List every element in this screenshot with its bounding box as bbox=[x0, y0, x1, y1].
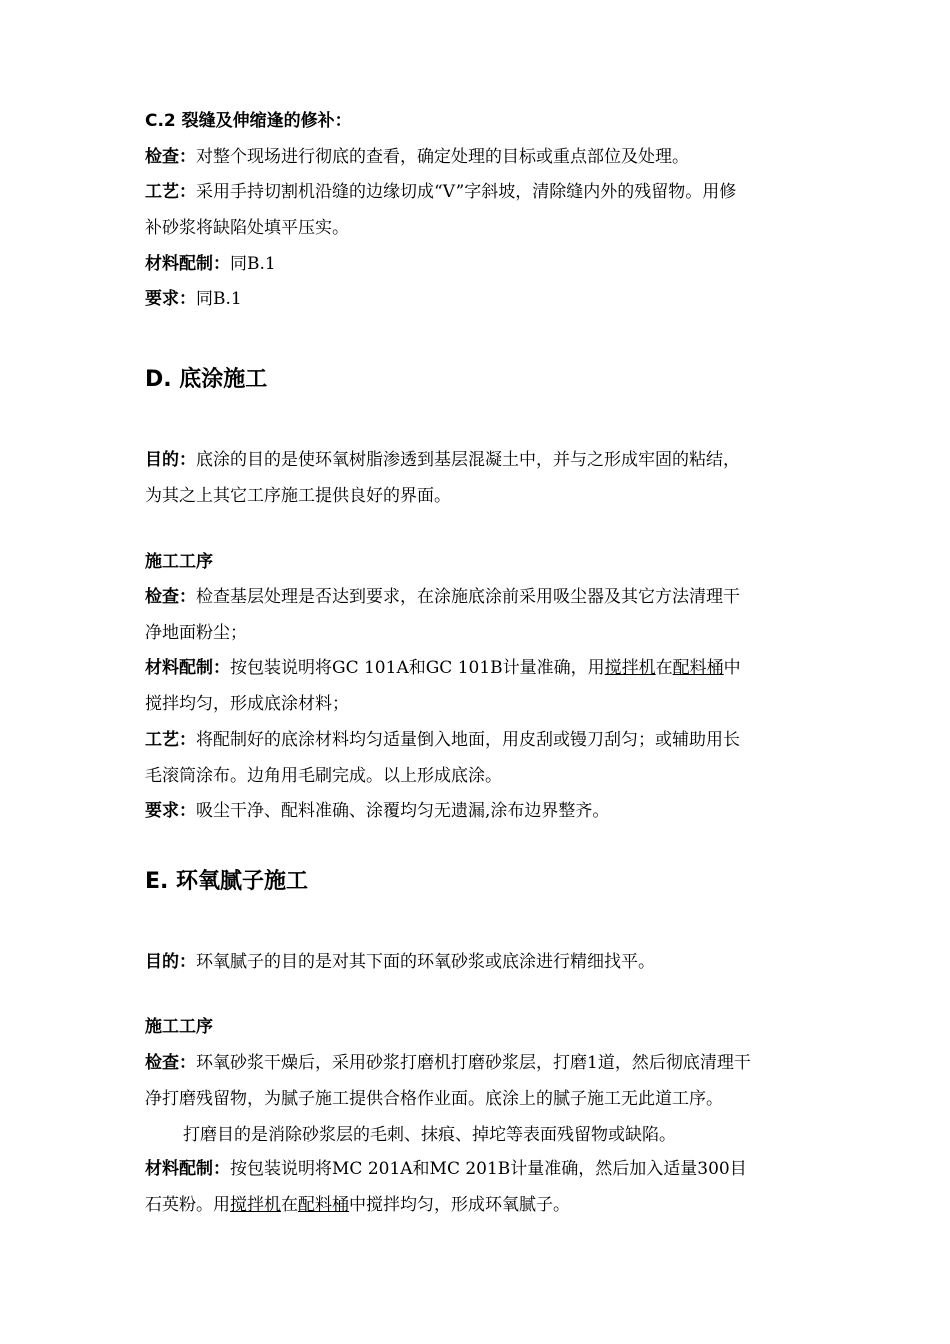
e-check-text-line2: 净打磨残留物，为腻子施工提供合格作业面。底涂上的腻子施工无此道工序。 bbox=[145, 1089, 723, 1109]
d-requirement-paragraph bbox=[145, 800, 815, 822]
d-procedure-heading: 施工工序 bbox=[145, 552, 213, 572]
d-material-text-a: 按包装说明将GC 101A和GC 101B计量准确，用 bbox=[230, 658, 605, 678]
d-requirement-label: 要求： bbox=[145, 801, 196, 821]
section-title-d: D. 底涂施工 bbox=[145, 367, 268, 392]
e-material-text: 按包装说明将MC 201A和MC 201B计量准确，然后加入适量300目 bbox=[230, 1159, 747, 1179]
e-material-text-2a: 石英粉。用 bbox=[145, 1195, 230, 1215]
d-material-link-bucket[interactable]: 配料桶 bbox=[672, 658, 724, 678]
e-check-text: 环氧砂浆干燥后，采用砂浆打磨机打磨砂浆层，打磨1道，然后彻底清理干 bbox=[196, 1053, 751, 1073]
d-purpose-text-line2: 为其之上其它工序施工提供良好的界面。 bbox=[145, 486, 451, 506]
c2-process-label: 工艺： bbox=[145, 182, 196, 202]
e-check-paragraph bbox=[145, 1052, 815, 1074]
d-purpose-paragraph bbox=[145, 449, 815, 471]
d-check-label: 检查： bbox=[145, 587, 196, 607]
d-check-text-line2: 净地面粉尘； bbox=[145, 623, 247, 643]
d-process-paragraph bbox=[145, 729, 815, 751]
c2-requirement-paragraph bbox=[145, 288, 815, 310]
d-purpose-text: 底涂的目的是使环氧树脂渗透到基层混凝土中，并与之形成牢固的粘结， bbox=[196, 450, 740, 470]
c2-material-text: 同B.1 bbox=[230, 254, 276, 274]
c2-check-label: 检查： bbox=[145, 147, 196, 167]
c2-check-text: 对整个现场进行彻底的查看，确定处理的目标或重点部位及处理。 bbox=[196, 147, 689, 167]
c2-process-text-line2: 补砂浆将缺陷处填平压实。 bbox=[145, 218, 349, 238]
d-material-text-b: 在 bbox=[655, 658, 673, 678]
c2-check-paragraph bbox=[145, 146, 815, 168]
c2-requirement-text: 同B.1 bbox=[196, 289, 242, 309]
e-purpose-text: 环氧腻子的目的是对其下面的环氧砂浆或底涂进行精细找平。 bbox=[196, 952, 655, 972]
e-material-text-2b: 在 bbox=[281, 1195, 298, 1215]
section-title-e: E. 环氧腻子施工 bbox=[145, 869, 309, 894]
c2-material-paragraph bbox=[145, 253, 815, 275]
d-process-text: 将配制好的底涂材料均匀适量倒入地面，用皮刮或镘刀刮匀；或辅助用长 bbox=[196, 730, 740, 750]
e-material-line2 bbox=[145, 1194, 815, 1216]
d-material-text-line2: 搅拌均匀，形成底涂材料； bbox=[145, 694, 349, 714]
d-requirement-text: 吸尘干净、配料准确、涂覆均匀无遗漏,涂布边界整齐。 bbox=[196, 801, 610, 821]
e-material-text-2c: 中搅拌均匀，形成环氧腻子。 bbox=[349, 1195, 570, 1215]
d-check-text: 检查基层处理是否达到要求，在涂施底涂前采用吸尘器及其它方法清理干 bbox=[196, 587, 740, 607]
c2-process-paragraph bbox=[145, 181, 815, 203]
d-material-link-mixer[interactable]: 搅拌机 bbox=[604, 658, 656, 678]
d-check-paragraph bbox=[145, 586, 815, 608]
e-material-paragraph bbox=[145, 1158, 815, 1180]
d-process-label: 工艺： bbox=[145, 730, 196, 750]
section-heading-c2: C.2 裂缝及伸缩逢的修补： bbox=[145, 111, 352, 131]
e-procedure-heading: 施工工序 bbox=[145, 1017, 213, 1037]
d-process-text-line2: 毛滚筒涂布。边角用毛刷完成。以上形成底涂。 bbox=[145, 766, 502, 786]
e-purpose-paragraph bbox=[145, 951, 815, 973]
e-material-label: 材料配制： bbox=[145, 1159, 230, 1179]
d-material-text-c: 中 bbox=[723, 658, 741, 678]
c2-material-label: 材料配制： bbox=[145, 254, 230, 274]
c2-requirement-label: 要求： bbox=[145, 289, 196, 309]
c2-process-text: 采用手持切割机沿缝的边缘切成“V”字斜坡，清除缝内外的残留物。用修 bbox=[196, 182, 737, 202]
e-material-link-mixer[interactable]: 搅拌机 bbox=[230, 1195, 281, 1215]
d-purpose-label: 目的： bbox=[145, 450, 196, 470]
e-check-label: 检查： bbox=[145, 1053, 196, 1073]
e-material-link-bucket[interactable]: 配料桶 bbox=[298, 1195, 349, 1215]
d-material-label: 材料配制： bbox=[145, 658, 230, 678]
e-purpose-label: 目的： bbox=[145, 952, 196, 972]
e-check-text-line3: 打磨目的是消除砂浆层的毛刺、抹痕、掉坨等表面残留物或缺陷。 bbox=[183, 1125, 676, 1145]
d-material-paragraph bbox=[145, 657, 815, 679]
